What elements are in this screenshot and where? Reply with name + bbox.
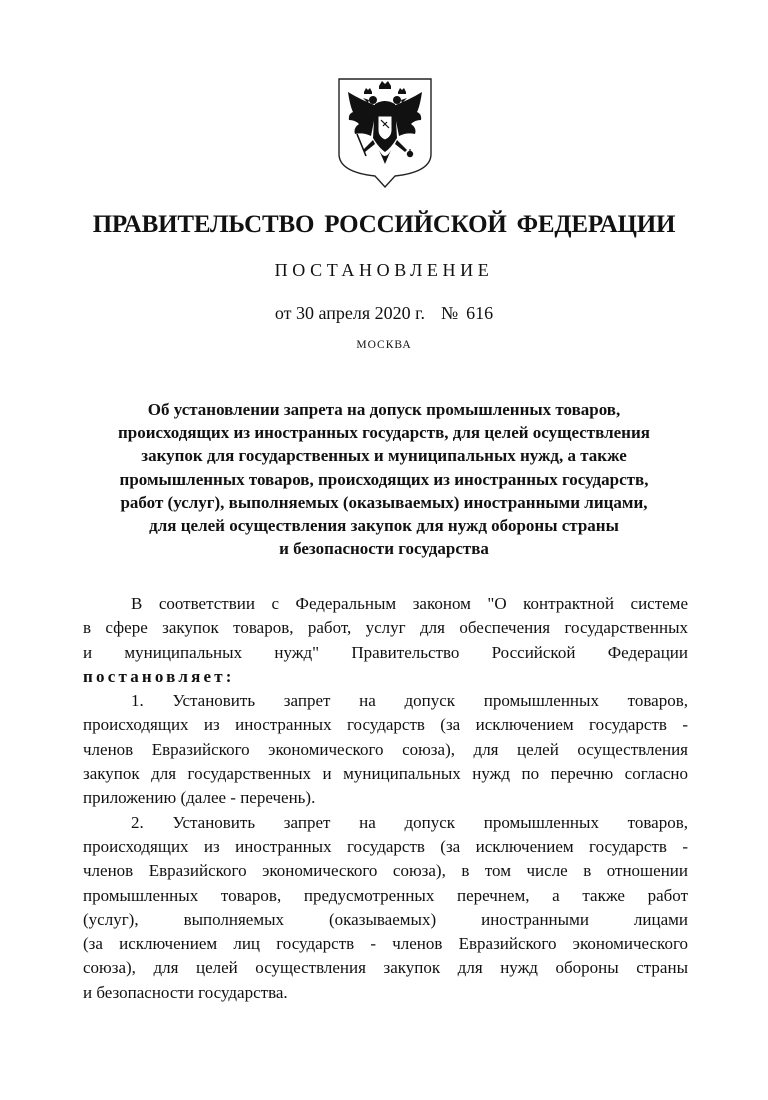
heading-line: промышленных товаров, происходящих из иностранных государств, (119, 469, 649, 489)
heading-line: для целей осуществления закупок для нужд обороны страны (149, 516, 619, 536)
item-1-line: 1. Установить запрет на допуск промышленных товаров, (131, 691, 688, 711)
item-2-line: происходящих из иностранных государств (за исключением государств - (83, 836, 688, 856)
heading-line: закупок для государственных и муниципальных нужд, а также (141, 446, 627, 466)
number-sign: № (440, 303, 459, 323)
document-body (83, 592, 688, 1005)
resolves-word: постановляет: (83, 666, 235, 686)
item-1-line: членов Евразийского экономического союза), для целей осуществления (83, 739, 688, 759)
preamble-line: В соответствии с Федеральным законом "О контрактной системе (131, 594, 688, 613)
item-2-line: 2. Установить запрет на допуск промышленных товаров, (131, 812, 688, 832)
heading-line: и безопасности государства (279, 539, 489, 559)
government-title: ПРАВИТЕЛЬСТВО РОССИЙСКОЙ ФЕДЕРАЦИИ (92, 211, 676, 238)
document-city: МОСКВА (356, 339, 412, 351)
document-heading (60, 398, 708, 560)
item-1-line: закупок для государственных и муниципальных нужд по перечню согласно (83, 764, 688, 784)
preamble-line: и муниципальных нужд" Правительство Российской Федерации (83, 642, 688, 662)
item-2-line: и безопасности государства. (83, 982, 288, 1002)
heading-line: происходящих из иностранных государств, для целей осуществления (118, 423, 650, 443)
item-2-line: промышленных товаров, предусмотренных перечнем, а также работ (83, 885, 688, 905)
item-2-line: союза), для целей осуществления закупок для нужд обороны страны (83, 958, 688, 978)
document-date: от 30 апреля 2020 г. (274, 303, 425, 323)
document-type: ПОСТАНОВЛЕНИЕ (274, 260, 494, 280)
preamble-line: в сфере закупок товаров, работ, услуг для обеспечения государственных (83, 618, 688, 638)
heading-line: Об установлении запрета на допуск промышленных товаров, (147, 400, 621, 419)
item-2-line: (услуг), выполняемых (оказываемых) иностранными лицами (83, 909, 688, 929)
item-2-line: членов Евразийского экономического союза), в том числе в отношении (83, 861, 688, 881)
document-number: 616 (466, 303, 494, 323)
heading-line: работ (услуг), выполняемых (оказываемых) иностранными лицами, (120, 492, 648, 512)
coat-of-arms-emblem (335, 76, 435, 188)
item-1-line: происходящих из иностранных государств (за исключением государств - (83, 715, 688, 735)
item-1-line: приложению (далее - перечень). (83, 788, 316, 808)
document-date-line (0, 303, 768, 324)
item-2-line: (за исключением лиц государств - членов Евразийского экономического (83, 934, 688, 954)
